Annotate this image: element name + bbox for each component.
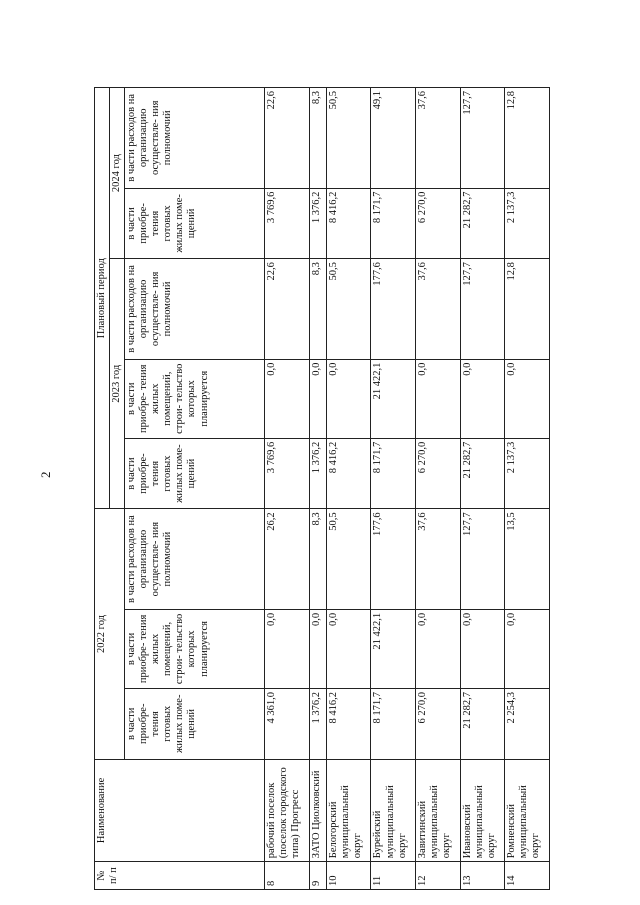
cell-2023-c: 127,7 bbox=[460, 259, 505, 360]
cell-2023-b: 0,0 bbox=[460, 359, 505, 438]
cell-2022-c: 8,3 bbox=[309, 509, 326, 610]
row-number: 14 bbox=[505, 862, 550, 890]
header-planned: Плановый период bbox=[95, 88, 110, 509]
table-row bbox=[309, 88, 326, 890]
cell-2023-c: 12,8 bbox=[505, 259, 550, 360]
cell-2022-b: 0,0 bbox=[460, 609, 505, 688]
cell-2023-a: 8 416,2 bbox=[326, 438, 371, 509]
cell-2024-c: 12,8 bbox=[505, 88, 550, 189]
cell-2023-b: 21 422,1 bbox=[371, 359, 416, 438]
table-row bbox=[371, 88, 416, 890]
table-row bbox=[505, 88, 550, 890]
row-name: Белогорский муниципальный округ bbox=[326, 759, 371, 862]
header-2024-a: в части приобре- тения готовых жилых поме- щений bbox=[125, 188, 265, 259]
cell-2024-a: 3 769,6 bbox=[265, 188, 310, 259]
row-number: 12 bbox=[416, 862, 461, 890]
cell-2022-c: 50,5 bbox=[326, 509, 371, 610]
header-2023-a: в части приобре- тения готовых жилых поме- щений bbox=[125, 438, 265, 509]
cell-2024-a: 1 376,2 bbox=[309, 188, 326, 259]
cell-2023-b: 0,0 bbox=[416, 359, 461, 438]
cell-2022-b: 0,0 bbox=[265, 609, 310, 688]
header-2022-b: в части приобре- тения жилых помещений, строи- тельство которых планируется bbox=[125, 609, 265, 688]
cell-2023-c: 37,6 bbox=[416, 259, 461, 360]
budget-table bbox=[94, 87, 550, 890]
cell-2024-a: 6 270,0 bbox=[416, 188, 461, 259]
cell-2023-b: 0,0 bbox=[505, 359, 550, 438]
row-name: Ромненский муниципальный округ bbox=[505, 759, 550, 862]
cell-2022-a: 8 416,2 bbox=[326, 689, 371, 760]
cell-2023-c: 177,6 bbox=[371, 259, 416, 360]
cell-2024-c: 49,1 bbox=[371, 88, 416, 189]
cell-2022-a: 6 270,0 bbox=[416, 689, 461, 760]
cell-2022-a: 8 171,7 bbox=[371, 689, 416, 760]
header-2022: 2022 год bbox=[95, 509, 125, 759]
header-num: № п/ п bbox=[95, 862, 265, 890]
table-row bbox=[460, 88, 505, 890]
row-name: Завитинский муниципальный округ bbox=[416, 759, 461, 862]
row-number: 9 bbox=[309, 862, 326, 890]
cell-2023-a: 1 376,2 bbox=[309, 438, 326, 509]
cell-2022-c: 26,2 bbox=[265, 509, 310, 610]
table-body bbox=[265, 88, 550, 890]
cell-2023-a: 8 171,7 bbox=[371, 438, 416, 509]
row-number: 13 bbox=[460, 862, 505, 890]
header-2022-c: в части расходов на организацию осуществле- ния полномочий bbox=[125, 509, 265, 610]
cell-2022-b: 0,0 bbox=[326, 609, 371, 688]
header-2022-a: в части приобре- тения готовых жилых поме- щений bbox=[125, 689, 265, 760]
table-row bbox=[326, 88, 371, 890]
cell-2022-c: 37,6 bbox=[416, 509, 461, 610]
cell-2023-b: 0,0 bbox=[309, 359, 326, 438]
row-name: Ивановский муниципальный округ bbox=[460, 759, 505, 862]
cell-2023-c: 8,3 bbox=[309, 259, 326, 360]
cell-2023-c: 22,6 bbox=[265, 259, 310, 360]
cell-2023-b: 0,0 bbox=[265, 359, 310, 438]
cell-2022-c: 127,7 bbox=[460, 509, 505, 610]
cell-2022-a: 4 361,0 bbox=[265, 689, 310, 760]
cell-2023-a: 21 282,7 bbox=[460, 438, 505, 509]
cell-2024-a: 8 171,7 bbox=[371, 188, 416, 259]
cell-2024-a: 8 416,2 bbox=[326, 188, 371, 259]
header-2023: 2023 год bbox=[110, 259, 125, 509]
cell-2022-c: 177,6 bbox=[371, 509, 416, 610]
cell-2022-b: 0,0 bbox=[505, 609, 550, 688]
header-2024: 2024 год bbox=[110, 88, 125, 259]
row-name: Бурейский муниципальный округ bbox=[371, 759, 416, 862]
row-number: 10 bbox=[326, 862, 371, 890]
cell-2023-a: 3 769,6 bbox=[265, 438, 310, 509]
rotated-table bbox=[94, 87, 550, 890]
cell-2022-c: 13,5 bbox=[505, 509, 550, 610]
cell-2022-a: 2 254,3 bbox=[505, 689, 550, 760]
header-name: Наименование bbox=[95, 759, 265, 862]
row-number: 8 bbox=[265, 862, 310, 890]
table-row bbox=[265, 88, 310, 890]
header-2024-c: в части расходов на организацию осуществле- ния полномочий bbox=[125, 88, 265, 189]
cell-2022-a: 21 282,7 bbox=[460, 689, 505, 760]
cell-2024-a: 21 282,7 bbox=[460, 188, 505, 259]
header-2023-b: в части приобре- тения жилых помещений, строи- тельство которых планируется bbox=[125, 359, 265, 438]
cell-2023-a: 6 270,0 bbox=[416, 438, 461, 509]
row-number: 11 bbox=[371, 862, 416, 890]
cell-2023-c: 50,5 bbox=[326, 259, 371, 360]
cell-2022-a: 1 376,2 bbox=[309, 689, 326, 760]
row-name: рабочий поселок (поселок городского типа) Прогресс bbox=[265, 759, 310, 862]
cell-2022-b: 21 422,1 bbox=[371, 609, 416, 688]
cell-2024-c: 37,6 bbox=[416, 88, 461, 189]
cell-2023-a: 2 137,3 bbox=[505, 438, 550, 509]
cell-2023-b: 0,0 bbox=[326, 359, 371, 438]
page-number: 2 bbox=[38, 471, 53, 478]
cell-2024-c: 127,7 bbox=[460, 88, 505, 189]
cell-2024-c: 22,6 bbox=[265, 88, 310, 189]
cell-2022-b: 0,0 bbox=[309, 609, 326, 688]
cell-2024-a: 2 137,3 bbox=[505, 188, 550, 259]
cell-2022-b: 0,0 bbox=[416, 609, 461, 688]
row-name: ЗАТО Циолковский bbox=[309, 759, 326, 862]
header-2023-c: в части расходов на организацию осуществле- ния полномочий bbox=[125, 259, 265, 360]
table-row bbox=[416, 88, 461, 890]
cell-2024-c: 50,5 bbox=[326, 88, 371, 189]
cell-2024-c: 8,3 bbox=[309, 88, 326, 189]
table-container bbox=[94, 87, 550, 890]
